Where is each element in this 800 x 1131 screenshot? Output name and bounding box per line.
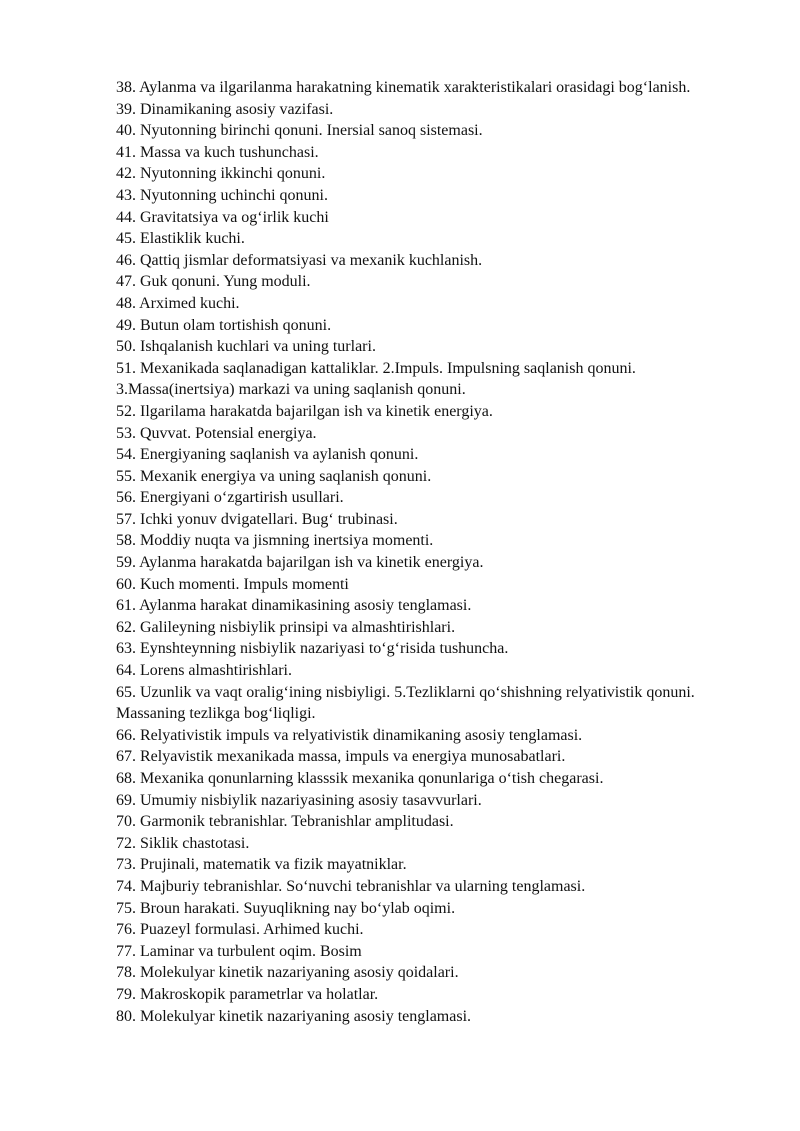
list-item: 41. Massa va kuch tushunchasi. bbox=[116, 143, 319, 161]
list-item: 79. Makroskopik parametrlar va holatlar. bbox=[116, 985, 379, 1003]
list-item: 77. Laminar va turbulent oqim. Bosim bbox=[116, 942, 362, 960]
list-item: 73. Prujinali, matematik va fizik mayatniklar. bbox=[116, 856, 407, 874]
list-item: 60. Kuch momenti. Impuls momenti bbox=[116, 575, 349, 593]
list-item: 47. Guk qonuni. Yung moduli. bbox=[116, 273, 311, 291]
list-item: 43. Nyutonning uchinchi qonuni. bbox=[116, 186, 328, 204]
list-item: 49. Butun olam tortishish qonuni. bbox=[116, 316, 332, 334]
list-item: 52. Ilgarilama harakatda bajarilgan ish va kinetik energiya. bbox=[116, 402, 493, 420]
list-item: 58. Moddiy nuqta va jismning inertsiya momenti. bbox=[116, 532, 434, 550]
list-item: 54. Energiyaning saqlanish va aylanish qonuni. bbox=[116, 446, 419, 464]
list-item: 53. Quvvat. Potensial energiya. bbox=[116, 424, 317, 442]
list-item: 69. Umumiy nisbiylik nazariyasining asosiy tasavvurlari. bbox=[116, 791, 482, 809]
list-item: 74. Majburiy tebranishlar. So‘nuvchi tebranishlar va ularning tenglamasi. bbox=[116, 877, 586, 895]
list-item: 62. Galileyning nisbiylik prinsipi va almashtirishlari. bbox=[116, 618, 456, 636]
question-list bbox=[116, 77, 746, 1027]
list-item: 56. Energiyani o‘zgartirish usullari. bbox=[116, 489, 344, 507]
list-item: 55. Mexanik energiya va uning saqlanish qonuni. bbox=[116, 467, 432, 485]
list-item: 57. Ichki yonuv dvigatellari. Bug‘ trubinasi. bbox=[116, 510, 398, 528]
list-item: 65. Uzunlik va vaqt oralig‘ining nisbiyligi. 5.Tezliklarni qo‘shishning relyativistik qonuni. Massaning tezlikga bog‘liqligi. bbox=[116, 683, 695, 723]
list-item: 76. Puazeyl formulasi. Arhimed kuchi. bbox=[116, 921, 364, 939]
list-item: 72. Siklik chastotasi. bbox=[116, 834, 250, 852]
list-item: 66. Relyativistik impuls va relyativistik dinamikaning asosiy tenglamasi. bbox=[116, 726, 583, 744]
list-item: 42. Nyutonning ikkinchi qonuni. bbox=[116, 165, 326, 183]
list-item: 68. Mexanika qonunlarning klasssik mexanika qonunlariga o‘tish chegarasi. bbox=[116, 770, 604, 787]
list-item: 50. Ishqalanish kuchlari va uning turlari. bbox=[116, 338, 376, 356]
list-item: 67. Relyavistik mexanikada massa, impuls va energiya munosabatlari. bbox=[116, 748, 566, 766]
list-item: 44. Gravitatsiya va og‘irlik kuchi bbox=[116, 208, 329, 226]
list-item: 51. Mexanikada saqlanadigan kattaliklar. 2.Impuls. Impulsning saqlanish qonuni. bbox=[116, 359, 636, 377]
list-item: 38. Aylanma va ilgarilanma harakatning kinematik xarakteristikalari orasidagi bog‘lanish. bbox=[116, 79, 691, 96]
list-item: 40. Nyutonning birinchi qonuni. Inersial sanoq sistemasi. bbox=[116, 122, 483, 140]
list-item: 48. Arximed kuchi. bbox=[116, 294, 240, 312]
list-item: 39. Dinamikaning asosiy vazifasi. bbox=[116, 100, 334, 118]
list-item: 59. Aylanma harakatda bajarilgan ish va kinetik energiya. bbox=[116, 554, 484, 572]
list-item: 46. Qattiq jismlar deformatsiyasi va mexanik kuchlanish. bbox=[116, 251, 483, 269]
list-item: 70. Garmonik tebranishlar. Tebranishlar amplitudasi. bbox=[116, 813, 454, 831]
list-item: 61. Aylanma harakat dinamikasining asosiy tenglamasi. bbox=[116, 597, 472, 615]
list-item: 75. Broun harakati. Suyuqlikning nay bo‘ylab oqimi. bbox=[116, 899, 456, 917]
list-item: 64. Lorens almashtirishlari. bbox=[116, 662, 292, 680]
list-item: 78. Molekulyar kinetik nazariyaning asosiy qoidalari. bbox=[116, 964, 459, 982]
list-item: 45. Elastiklik kuchi. bbox=[116, 230, 245, 248]
list-item: 80. Molekulyar kinetik nazariyaning asosiy tenglamasi. bbox=[116, 1007, 472, 1025]
list-item: 3.Massa(inertsiya) markazi va uning saqlanish qonuni. bbox=[116, 381, 466, 399]
list-item: 63. Eynshteynning nisbiylik nazariyasi to‘g‘risida tushuncha. bbox=[116, 640, 509, 658]
